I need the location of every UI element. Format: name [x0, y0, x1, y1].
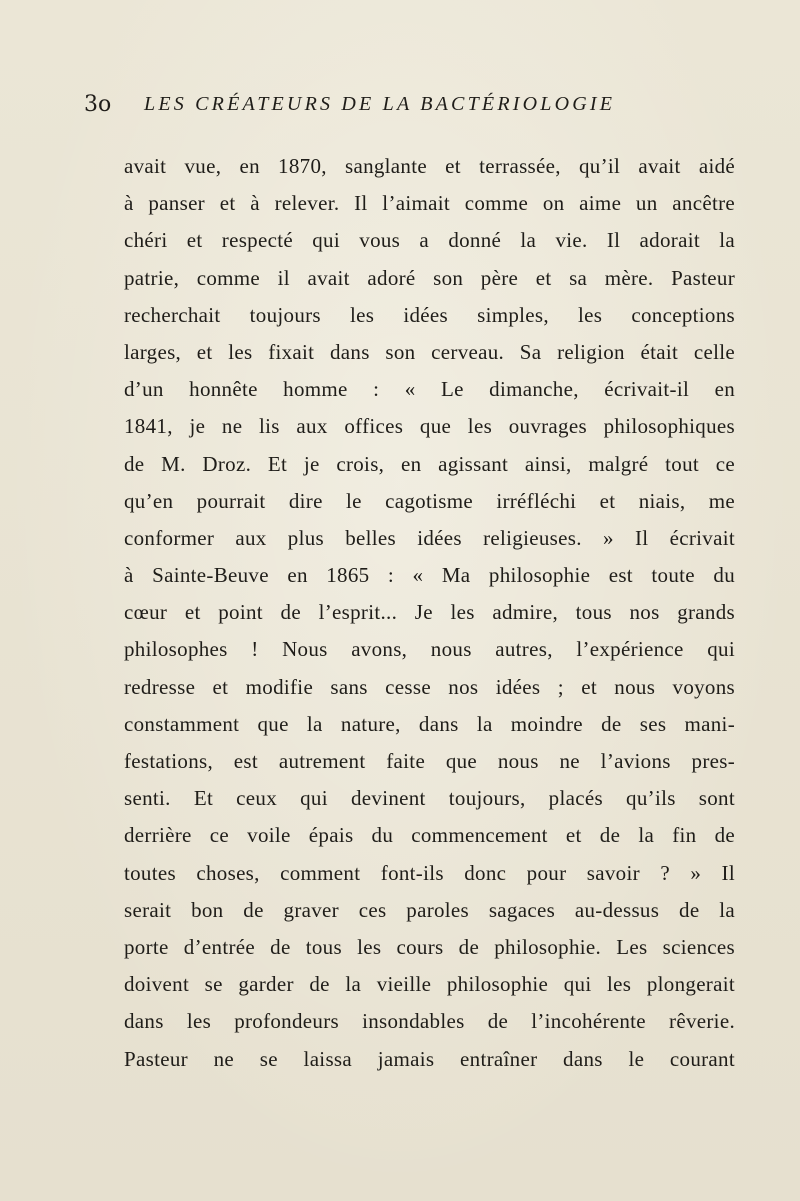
text-line: à panser et à relever. Il l’aimait comme on aime un ancêtre [124, 191, 735, 216]
text-line: à Sainte-Beuve en 1865 : « Ma philosophie est toute du [124, 563, 735, 588]
text-line: qu’en pourrait dire le cagotisme irréfléchi et niais, me [124, 488, 735, 513]
text-line: 1841, je ne lis aux offices que les ouvrages philosophiques [124, 414, 735, 439]
text-line: de M. Droz. Et je crois, en agissant ainsi, malgré tout ce [124, 451, 735, 476]
text-line: larges, et les fixait dans son cerveau. Sa religion était celle [124, 339, 735, 364]
text-line: senti. Et ceux qui devinent toujours, placés qu’ils sont [124, 786, 735, 811]
text-line: d’un honnête homme : « Le dimanche, écrivait-il en [124, 377, 735, 402]
text-line: philosophes ! Nous avons, nous autres, l’expérience qui [124, 637, 735, 662]
text-line: dans les profondeurs insondables de l’incohérente rêverie. [124, 1009, 735, 1034]
text-line: derrière ce voile épais du commencement et de la fin de [124, 823, 735, 848]
text-line: doivent se garder de la vieille philosophie qui les plongerait [124, 972, 735, 997]
running-title: LES CRÉATEURS DE LA BACTÉRIOLOGIE [144, 93, 616, 115]
text-line: constamment que la nature, dans la moindre de ses mani- [124, 711, 735, 736]
text-line: avait vue, en 1870, sanglante et terrassée, qu’il avait aidé [124, 154, 735, 178]
page-number: 3o [84, 92, 112, 117]
text-line: festations, est autrement faite que nous ne l’avions pres- [124, 749, 735, 773]
body-text [124, 148, 735, 1078]
text-line: chéri et respecté qui vous a donné la vie. Il adorait la [124, 228, 735, 253]
text-line: Pasteur ne se laissa jamais entraîner dans le courant [124, 1046, 735, 1071]
text-line: cœur et point de l’esprit... Je les admire, tous nos grands [124, 600, 735, 625]
text-line: serait bon de graver ces paroles sagaces au-dessus de la [124, 897, 735, 922]
text-line: patrie, comme il avait adoré son père et sa mère. Pasteur [124, 265, 735, 290]
text-line: recherchait toujours les idées simples, les conceptions [124, 302, 735, 327]
running-head [84, 90, 724, 130]
text-line: toutes choses, comment font-ils donc pour savoir ? » Il [124, 860, 735, 885]
text-line: redresse et modifie sans cesse nos idées ; et nous voyons [124, 674, 735, 699]
text-line: conformer aux plus belles idées religieuses. » Il écrivait [124, 525, 735, 550]
text-line: porte d’entrée de tous les cours de philosophie. Les sciences [124, 934, 735, 959]
